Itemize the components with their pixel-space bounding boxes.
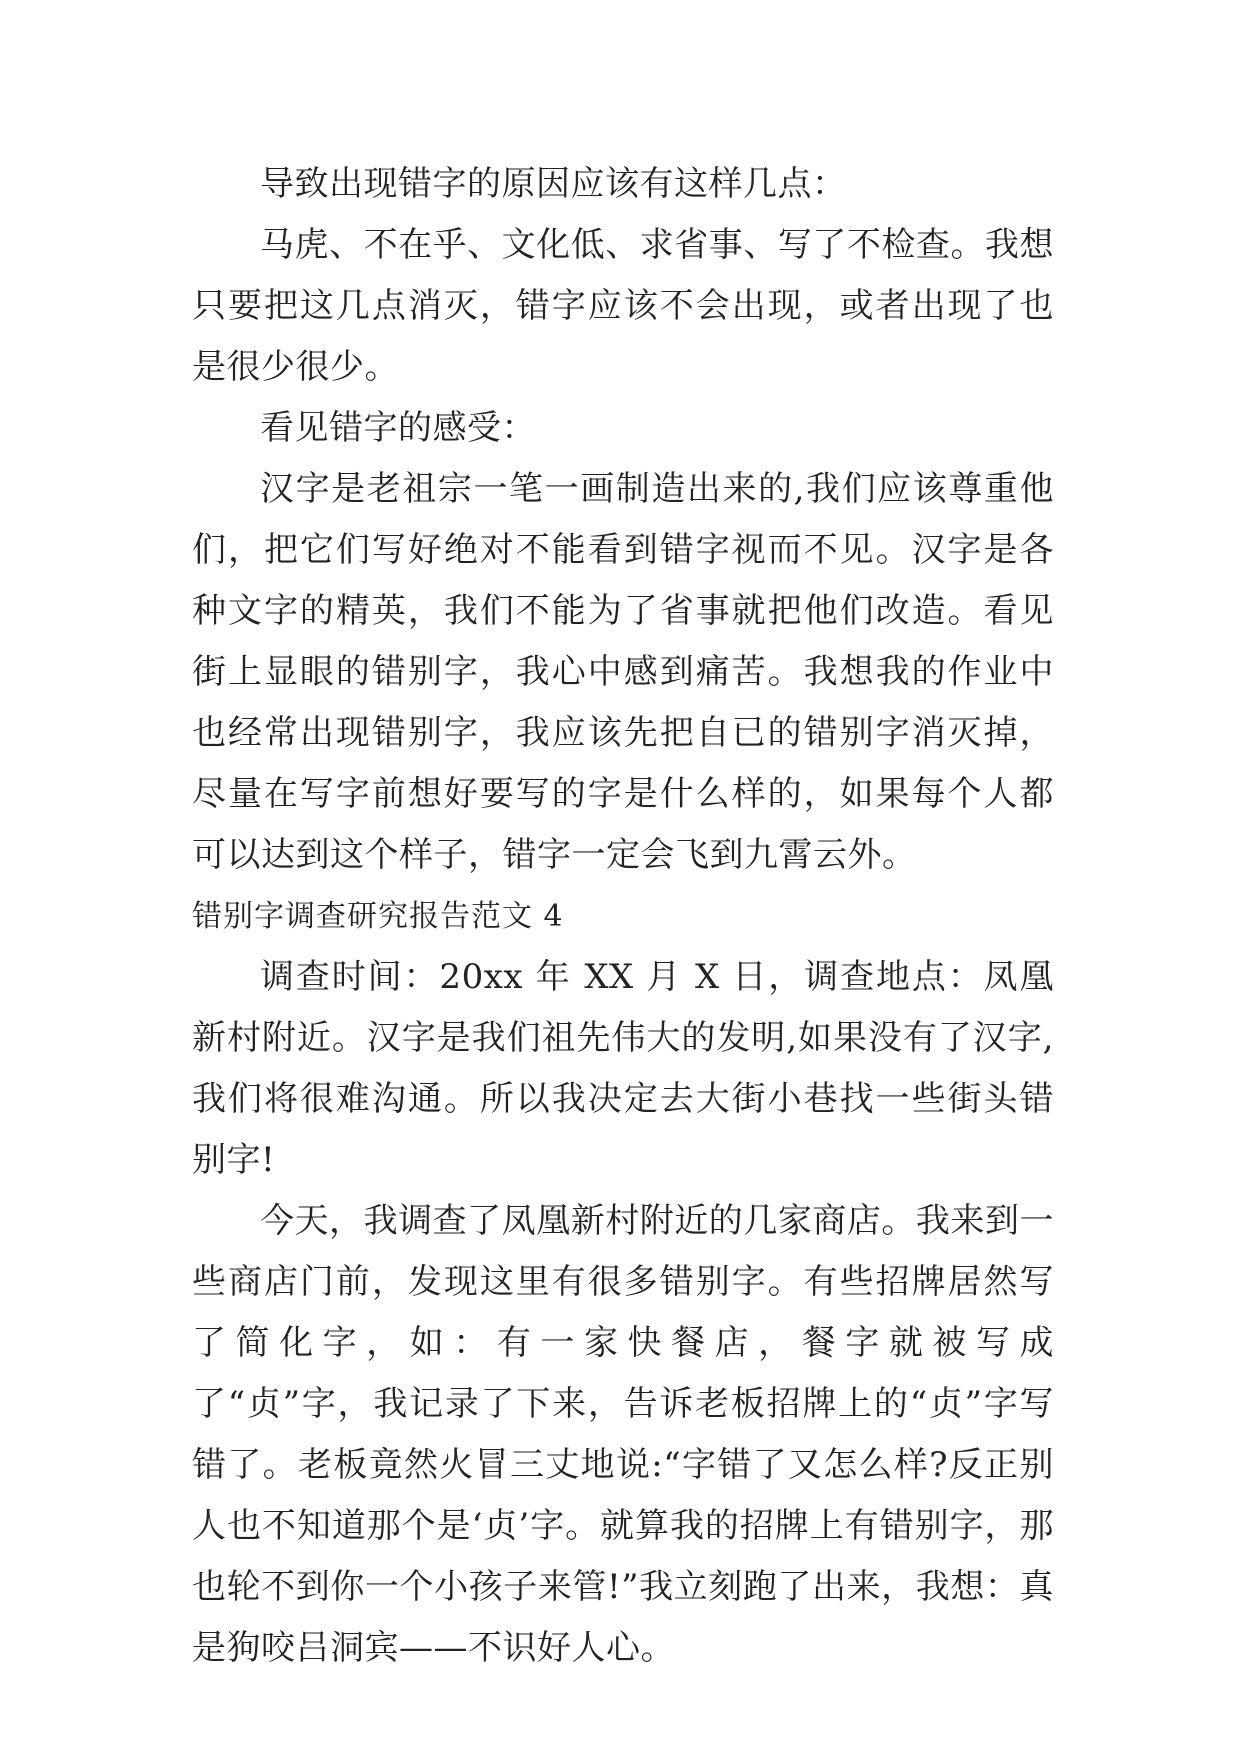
- document-body: [192, 154, 1054, 1679]
- paragraph-feelings-intro: 看见错字的感受：: [260, 408, 536, 448]
- paragraph-survey-story: 今天，我调查了凤凰新村附近的几家商店。我来到一些商店门前，发现这里有很多错别字。有些招牌居然写了简化字，如：有一家快餐店，餐字就被写成了“贞”字，我记录了下来，告诉老板招牌上的“贞”字写错了。老板竟然火冒三丈地说:“字错了又怎么样?反正别人也不知道那个是‘贞’字。就算我的招牌上有错别字，那也轮不到你一个小孩子来管!”我立刻跑了出来，我想：真是狗咬吕洞宾——不识好人心。: [192, 1201, 1054, 1668]
- paragraph-causes-list: 马虎、不在乎、文化低、求省事、写了不检查。我想只要把这几点消灭，错字应该不会出现，或者出现了也是很少很少。: [192, 225, 1054, 387]
- section-heading: 错别字调查研究报告范文 4: [192, 899, 564, 934]
- paragraph-survey-info: 调查时间：20xx 年 XX 月 X 日，调查地点：凤凰新村附近。汉字是我们祖先伟大的发明,如果没有了汉字,我们将很难沟通。所以我决定去大街小巷找一些街头错别字!: [192, 957, 1054, 1180]
- paragraph-causes-intro: 导致出现错字的原因应该有这样几点：: [260, 164, 847, 204]
- paragraph-feelings: 汉字是老祖宗一笔一画制造出来的,我们应该尊重他们，把它们写好绝对不能看到错字视而不见。汉字是各种文字的精英，我们不能为了省事就把他们改造。看见街上显眼的错别字，我心中感到痛苦。我想我的作业中也经常出现错别字，我应该先把自已的错别字消灭掉，尽量在写字前想好要写的字是什么样的，如果每个人都可以达到这个样子，错字一定会飞到九霄云外。: [192, 469, 1054, 875]
